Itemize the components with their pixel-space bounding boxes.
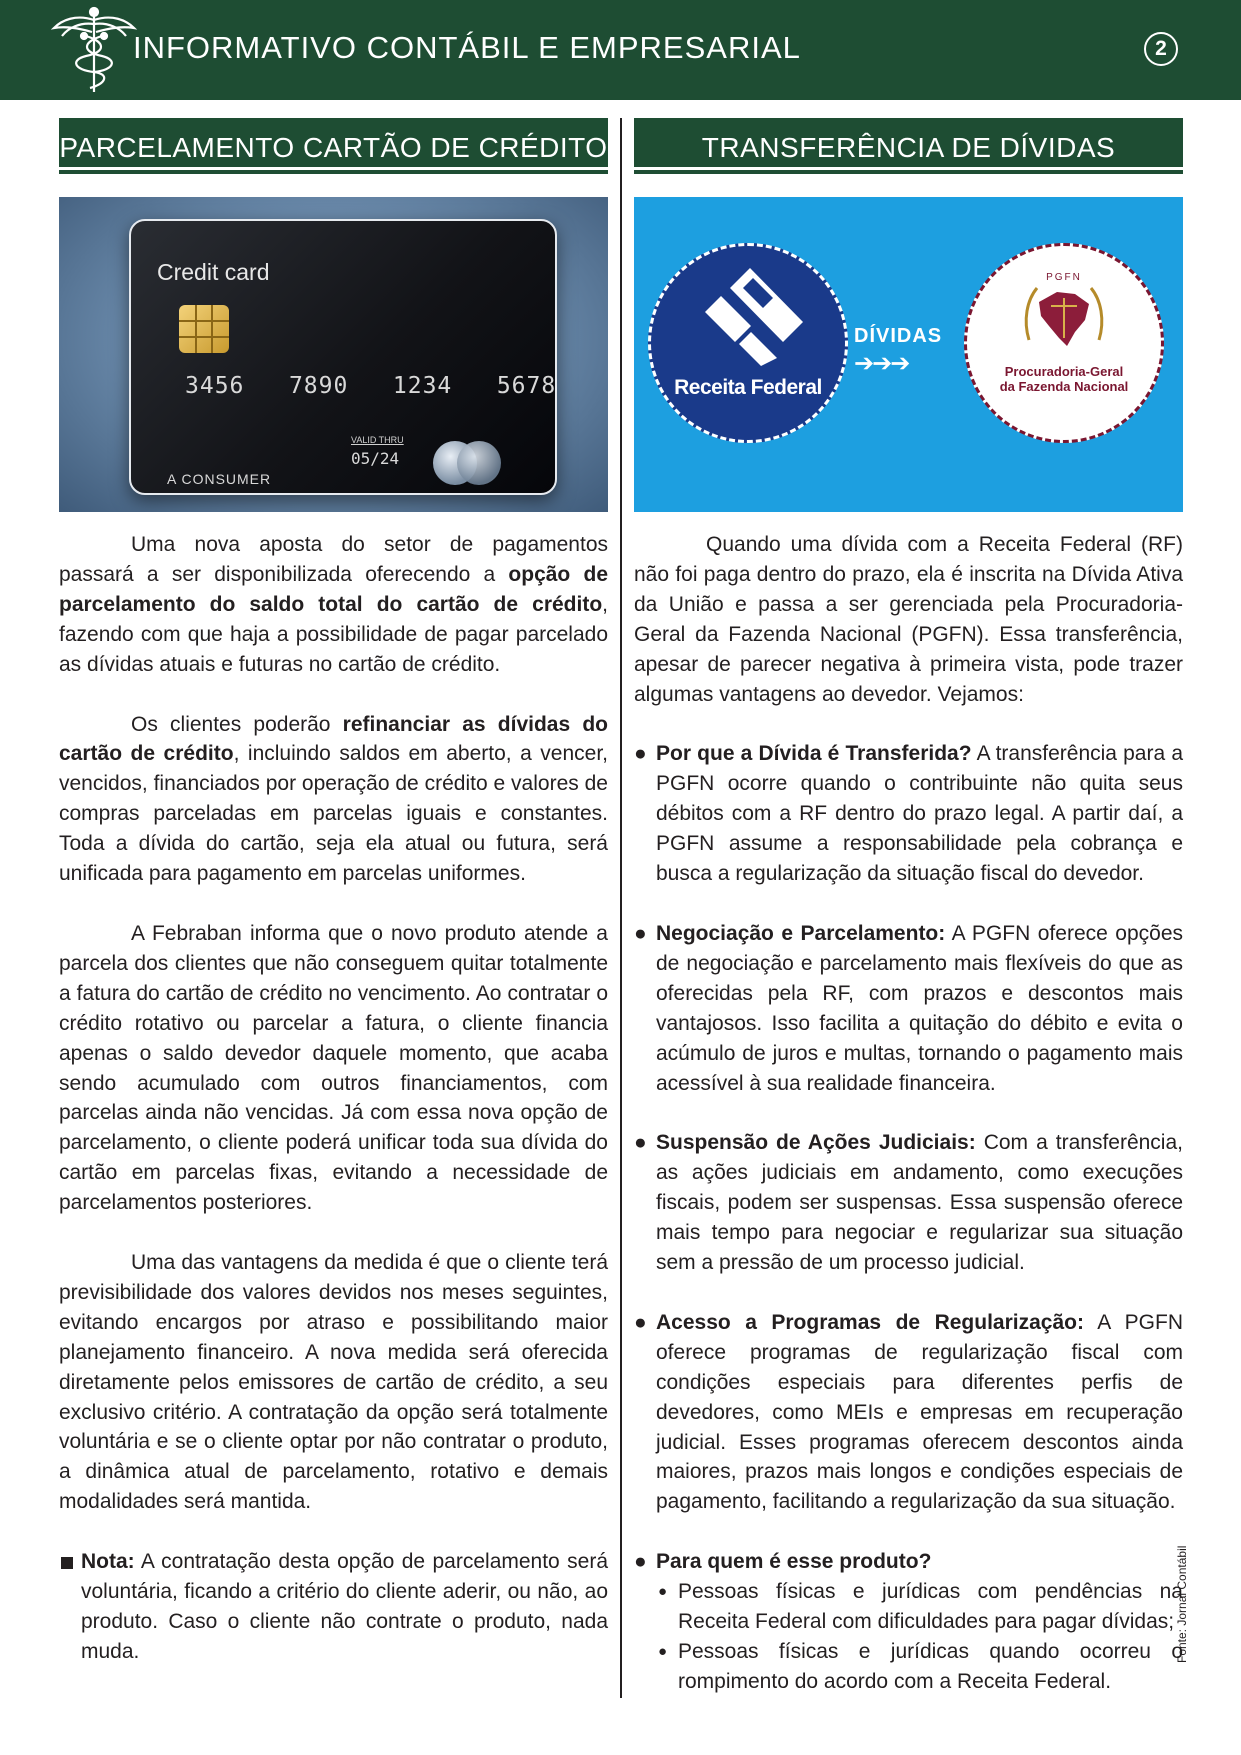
section-title: PARCELAMENTO CARTÃO DE CRÉDITO [59,132,608,163]
paragraph: Uma das vantagens da medida é que o cliente terá previsibilidade dos valores devidos nos meses seguintes, evitando encargos por atraso e possibilitando maior planejamento financeiro. A nova medida será oferecida diretamente pelos emissores de cartão de crédito, a seu exclusivo critério. A contratação da opção será totalmente voluntária e se o cliente optar por não contratar o produto, a dinâmica atual de parcelamento, rotativo e demais modalidades será mantida. [59,1251,608,1514]
text: Os clientes poderão [131,712,343,736]
paragraph [59,530,608,680]
bullet-item [634,1308,1183,1517]
note-label: Nota: [81,1550,135,1574]
receita-federal-seal [648,243,848,443]
card-label: Credit card [157,259,270,285]
text: , fazendo com que haja a possibilidade de pagar parcelado as dívidas atuais e futuras no cartão de crédito. [59,592,608,676]
paragraph: Quando uma dívida com a Receita Federal (RF) não foi paga dentro do prazo, ela é inscrita na Dívida Ativa da União e passa a ser gerenciada pela Procuradoria-Geral da Fazenda Nacional (PGFN). Essa transferência, apesar de parecer negativa à primeira vista, pode trazer algumas vantagens ao devedor. Vejamos: [634,533,1183,706]
sub-bullet-dot-icon: ● [658,1643,668,1660]
sub-bullet-dot-icon: ● [658,1583,668,1601]
credit-card [129,219,557,495]
section-title: TRANSFERÊNCIA DE DÍVIDAS [701,132,1116,163]
bullet-text: A PGFN oferece opções de negociação e parcelamento mais flexíveis do que as oferecidas pela RF, com prazos e descontos mais vantajosos. Isso facilita a quitação do débito e evita o acúmulo de juros e multas, tornando o pagamento mais acessível à sua realidade financeira. [656,921,1184,1095]
pgfn-abbr: PGFN [1046,272,1082,283]
bullet-title: Para quem é esse produto? [656,1550,932,1574]
pgfn-name [967,364,1161,394]
sub-bullet-item [656,1637,1183,1697]
bold-text: opção de parcelamento do saldo total do cartão de crédito [59,562,608,616]
text: , incluindo saldos em aberto, a vencer, vencidos, financiados por operação de crédito e valores de compras parceladas em parcelas iguais e constantes. Toda a dívida do cartão, seja ela atual ou futura, será unificada para pagamento em parcelas uniformes. [59,742,608,886]
sub-bullet-item [656,1577,1183,1637]
card-number-group: 3456 [185,373,245,399]
bullet-title: Acesso a Programas de Regularização: [656,1310,1084,1334]
card-number-group: 1234 [392,373,453,399]
card-number-group: 7890 [288,373,349,399]
receita-federal-label: Receita Federal [674,376,822,399]
paragraph [59,710,608,889]
page-number-badge: 2 [1144,32,1178,66]
right-article-body [634,530,1183,1697]
bullet-dot-icon: ● [634,1310,647,1334]
bullet-text: A PGFN oferece programas de regularização fiscal com condições especiais para diferentes perfis de devedores, como MEIs e empresas em recuperação judicial. Esses programas oferecem descontos ainda maiores, prazos mais longos e condições especiais de pagamento, facilitando a regularização da sua situação. [656,1310,1183,1514]
bullet-dot-icon: ● [634,1550,647,1574]
card-network-logo-icon [433,441,501,485]
publication-title: INFORMATIVO CONTÁBIL E EMPRESARIAL [133,30,801,65]
bullet-item [634,919,1183,1098]
debts-arrow-label: DÍVIDAS [854,325,943,347]
page-header [0,0,1241,100]
source-credit: Fonte: Jornal Contábil [1175,1545,1189,1663]
section-heading-credit-card [59,118,608,174]
text: Uma nova aposta do setor de pagamentos passará a ser disponibilizada oferecendo a [59,533,608,586]
valid-thru-date: 05/24 [351,449,400,468]
caduceus-logo-icon [48,6,140,94]
valid-thru-label: VALID THRU [351,435,404,445]
bullet-item [634,1128,1183,1278]
receita-federal-logo-icon [691,262,809,372]
left-article-body [59,530,608,1667]
card-number [185,373,556,399]
pgfn-name-line: da Fazenda Nacional [999,379,1129,394]
bullet-item [634,739,1183,889]
credit-card-photo [59,197,608,512]
bullet-title: Negociação e Parcelamento: [656,921,946,945]
column-divider [620,118,622,1698]
bullet-text: A transferência para a PGFN ocorre quando o contribuinte não quita seus débitos com a RF dentro do prazo legal. A partir daí, a PGFN assume a responsabilidade pela cobrança e busca a regularização da situação fiscal do devedor. [656,742,1183,886]
pgfn-seal [964,243,1164,443]
bullet-text: Com a transferência, as ações judiciais em andamento, como execuções fiscais, podem ser suspensas. Essa suspensão oferece mais tempo para negociar e regularizar sua situação sem a pressão de um processo judicial. [656,1131,1183,1275]
bullet-dot-icon: ● [634,742,647,766]
square-bullet-icon [61,1557,73,1569]
pgfn-emblem-icon [1019,280,1109,360]
pgfn-name-line: Procuradoria-Geral [1004,364,1124,379]
bullet-title: Suspensão de Ações Judiciais: [656,1131,976,1155]
bullet-item [634,1547,1183,1697]
bullet-dot-icon: ● [634,921,647,945]
chip-icon [179,305,229,353]
note-block [59,1547,608,1667]
sub-bullet-text: Pessoas físicas e jurídicas com pendências na Receita Federal com dificuldades para pagar dívidas; [678,1580,1183,1634]
card-number-group: 5678 [496,373,557,399]
card-holder: A CONSUMER [167,471,272,487]
section-heading-debt-transfer [634,118,1183,174]
bold-text: refinanciar as dívidas do cartão de crédito [59,712,608,766]
bullet-title: Por que a Dívida é Transferida? [656,742,972,766]
debt-transfer-graphic [634,197,1183,512]
note-text: A contratação desta opção de parcelamento será voluntária, ficando a critério do cliente aderir, ou não, ao produto. Caso o cliente não contrate o produto, nada muda. [81,1550,608,1663]
bullet-dot-icon: ● [634,1131,647,1155]
paragraph: A Febraban informa que o novo produto atende a parcela dos clientes que não conseguem quitar totalmente a fatura do cartão de crédito no vencimento. Ao contratar o crédito rotativo ou parcelar a fatura, o cliente financia apenas o saldo devedor daquele momento, que acaba sendo acumulado com outros financiamentos, com parcelas ainda não vencidas. Já com essa nova opção de parcelamento, o cliente poderá unificar toda sua dívida do cartão em parcelas fixas, evitando a necessidade de parcelamentos posteriores. [59,921,608,1215]
sub-bullet-text: Pessoas físicas e jurídicas quando ocorreu o rompimento do acordo com a Receita Federal. [678,1640,1183,1693]
right-arrows-icon: ➔➔➔ [854,350,909,377]
